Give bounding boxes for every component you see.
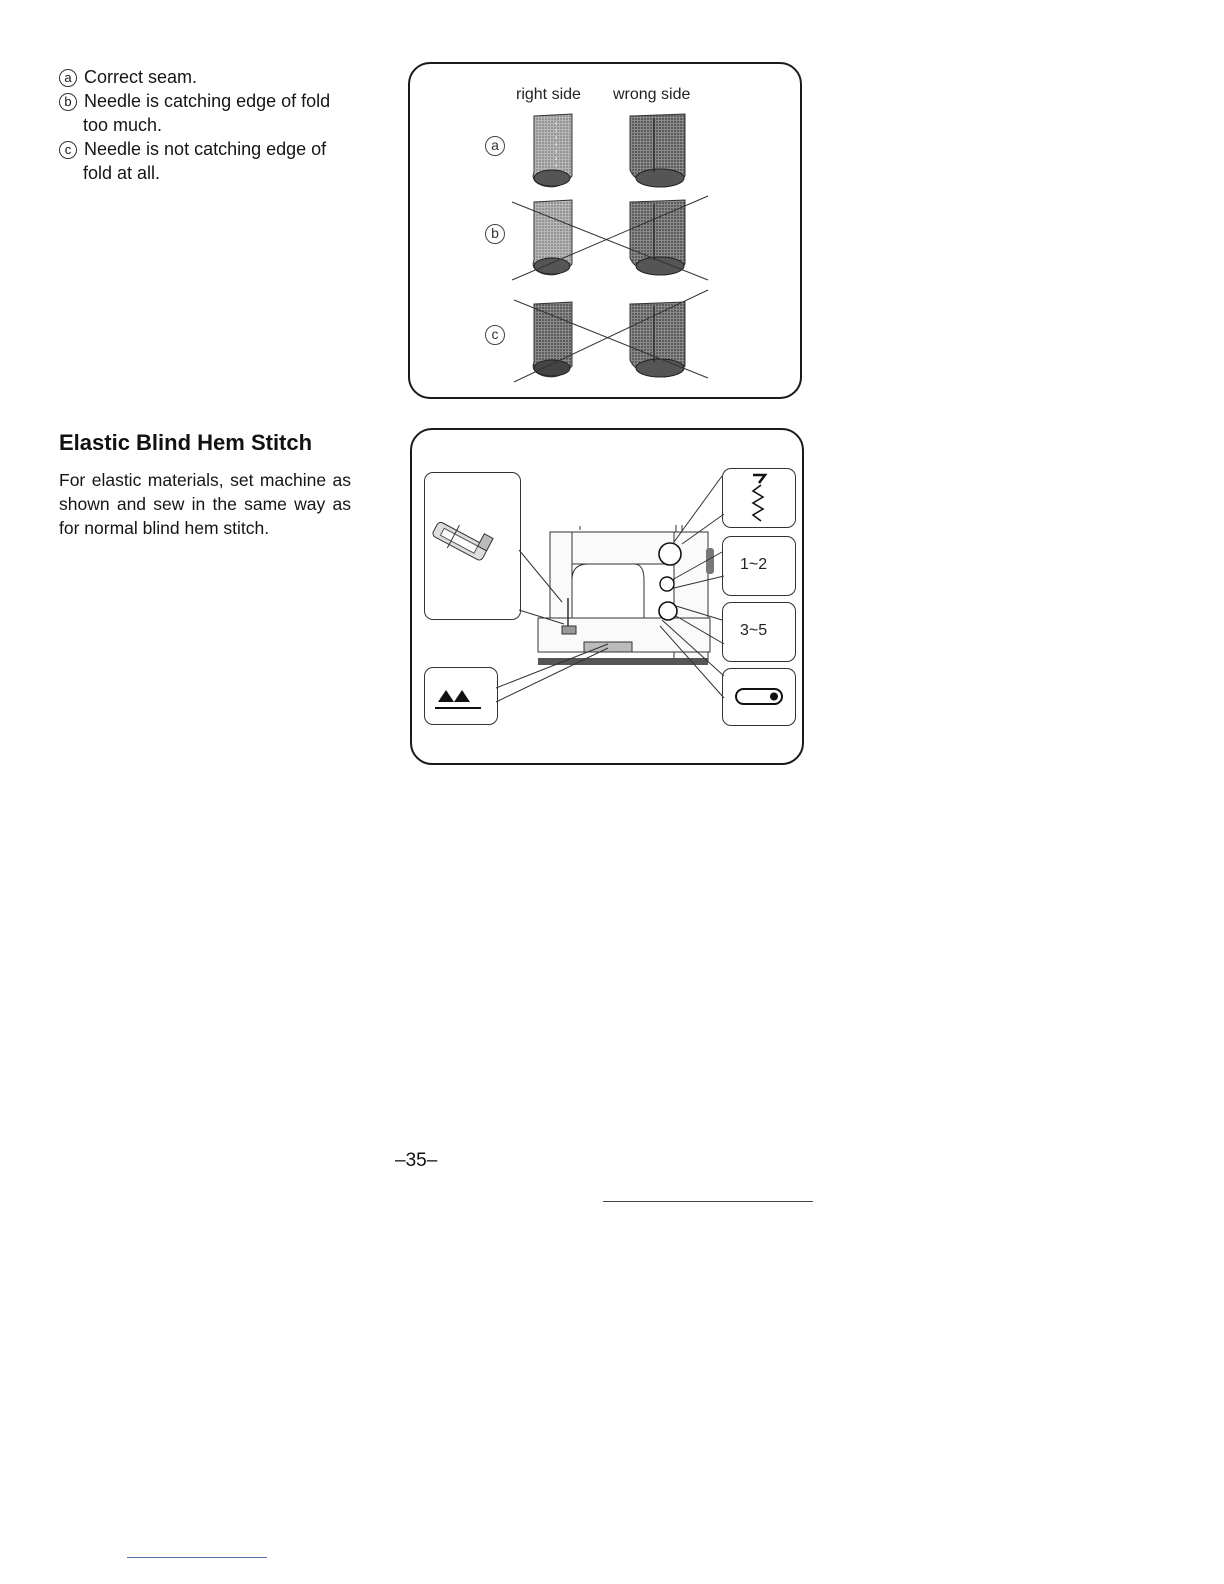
seam-comparison-figure — [408, 62, 802, 399]
row-mark-c: c — [485, 325, 505, 345]
note-b — [59, 89, 330, 137]
column-label-right-side: right side — [516, 86, 581, 103]
note-b-line1: Needle is catching edge of fold — [84, 91, 331, 111]
note-c-line2: fold at all. — [83, 163, 161, 183]
fabric-illustrations — [410, 64, 800, 397]
note-c — [59, 137, 326, 185]
machine-settings-figure — [410, 428, 804, 765]
mark-c: c — [59, 141, 77, 159]
note-c-line1: Needle is not catching edge of — [84, 139, 327, 159]
note-a — [59, 65, 197, 89]
note-a-text: Correct seam. — [84, 67, 198, 87]
fabric-wrong-side-a — [630, 114, 685, 187]
note-b-line2: too much. — [83, 115, 163, 135]
stitch-length-value: 1~2 — [740, 556, 768, 573]
scan-artifact-line — [603, 1201, 813, 1202]
page-number: –35– — [395, 1150, 438, 1171]
fabric-right-side-b — [533, 200, 572, 275]
fabric-wrong-side-b — [630, 200, 685, 275]
fabric-right-side-c — [533, 302, 572, 377]
section-paragraph: For elastic materials, set machine as shown and sew in the same way as for normal blind hem stitch. — [59, 470, 351, 538]
section-heading: Elastic Blind Hem Stitch — [59, 430, 313, 455]
scan-artifact-line-bottom — [127, 1557, 267, 1558]
mark-a: a — [59, 69, 77, 87]
mark-b: b — [59, 93, 77, 111]
stitch-width-value: 3~5 — [740, 622, 768, 639]
row-mark-b: b — [485, 224, 505, 244]
column-label-wrong-side: wrong side — [613, 86, 691, 103]
sewing-machine-illustration — [412, 430, 802, 763]
row-mark-a: a — [485, 136, 505, 156]
fabric-right-side-a — [533, 114, 572, 187]
